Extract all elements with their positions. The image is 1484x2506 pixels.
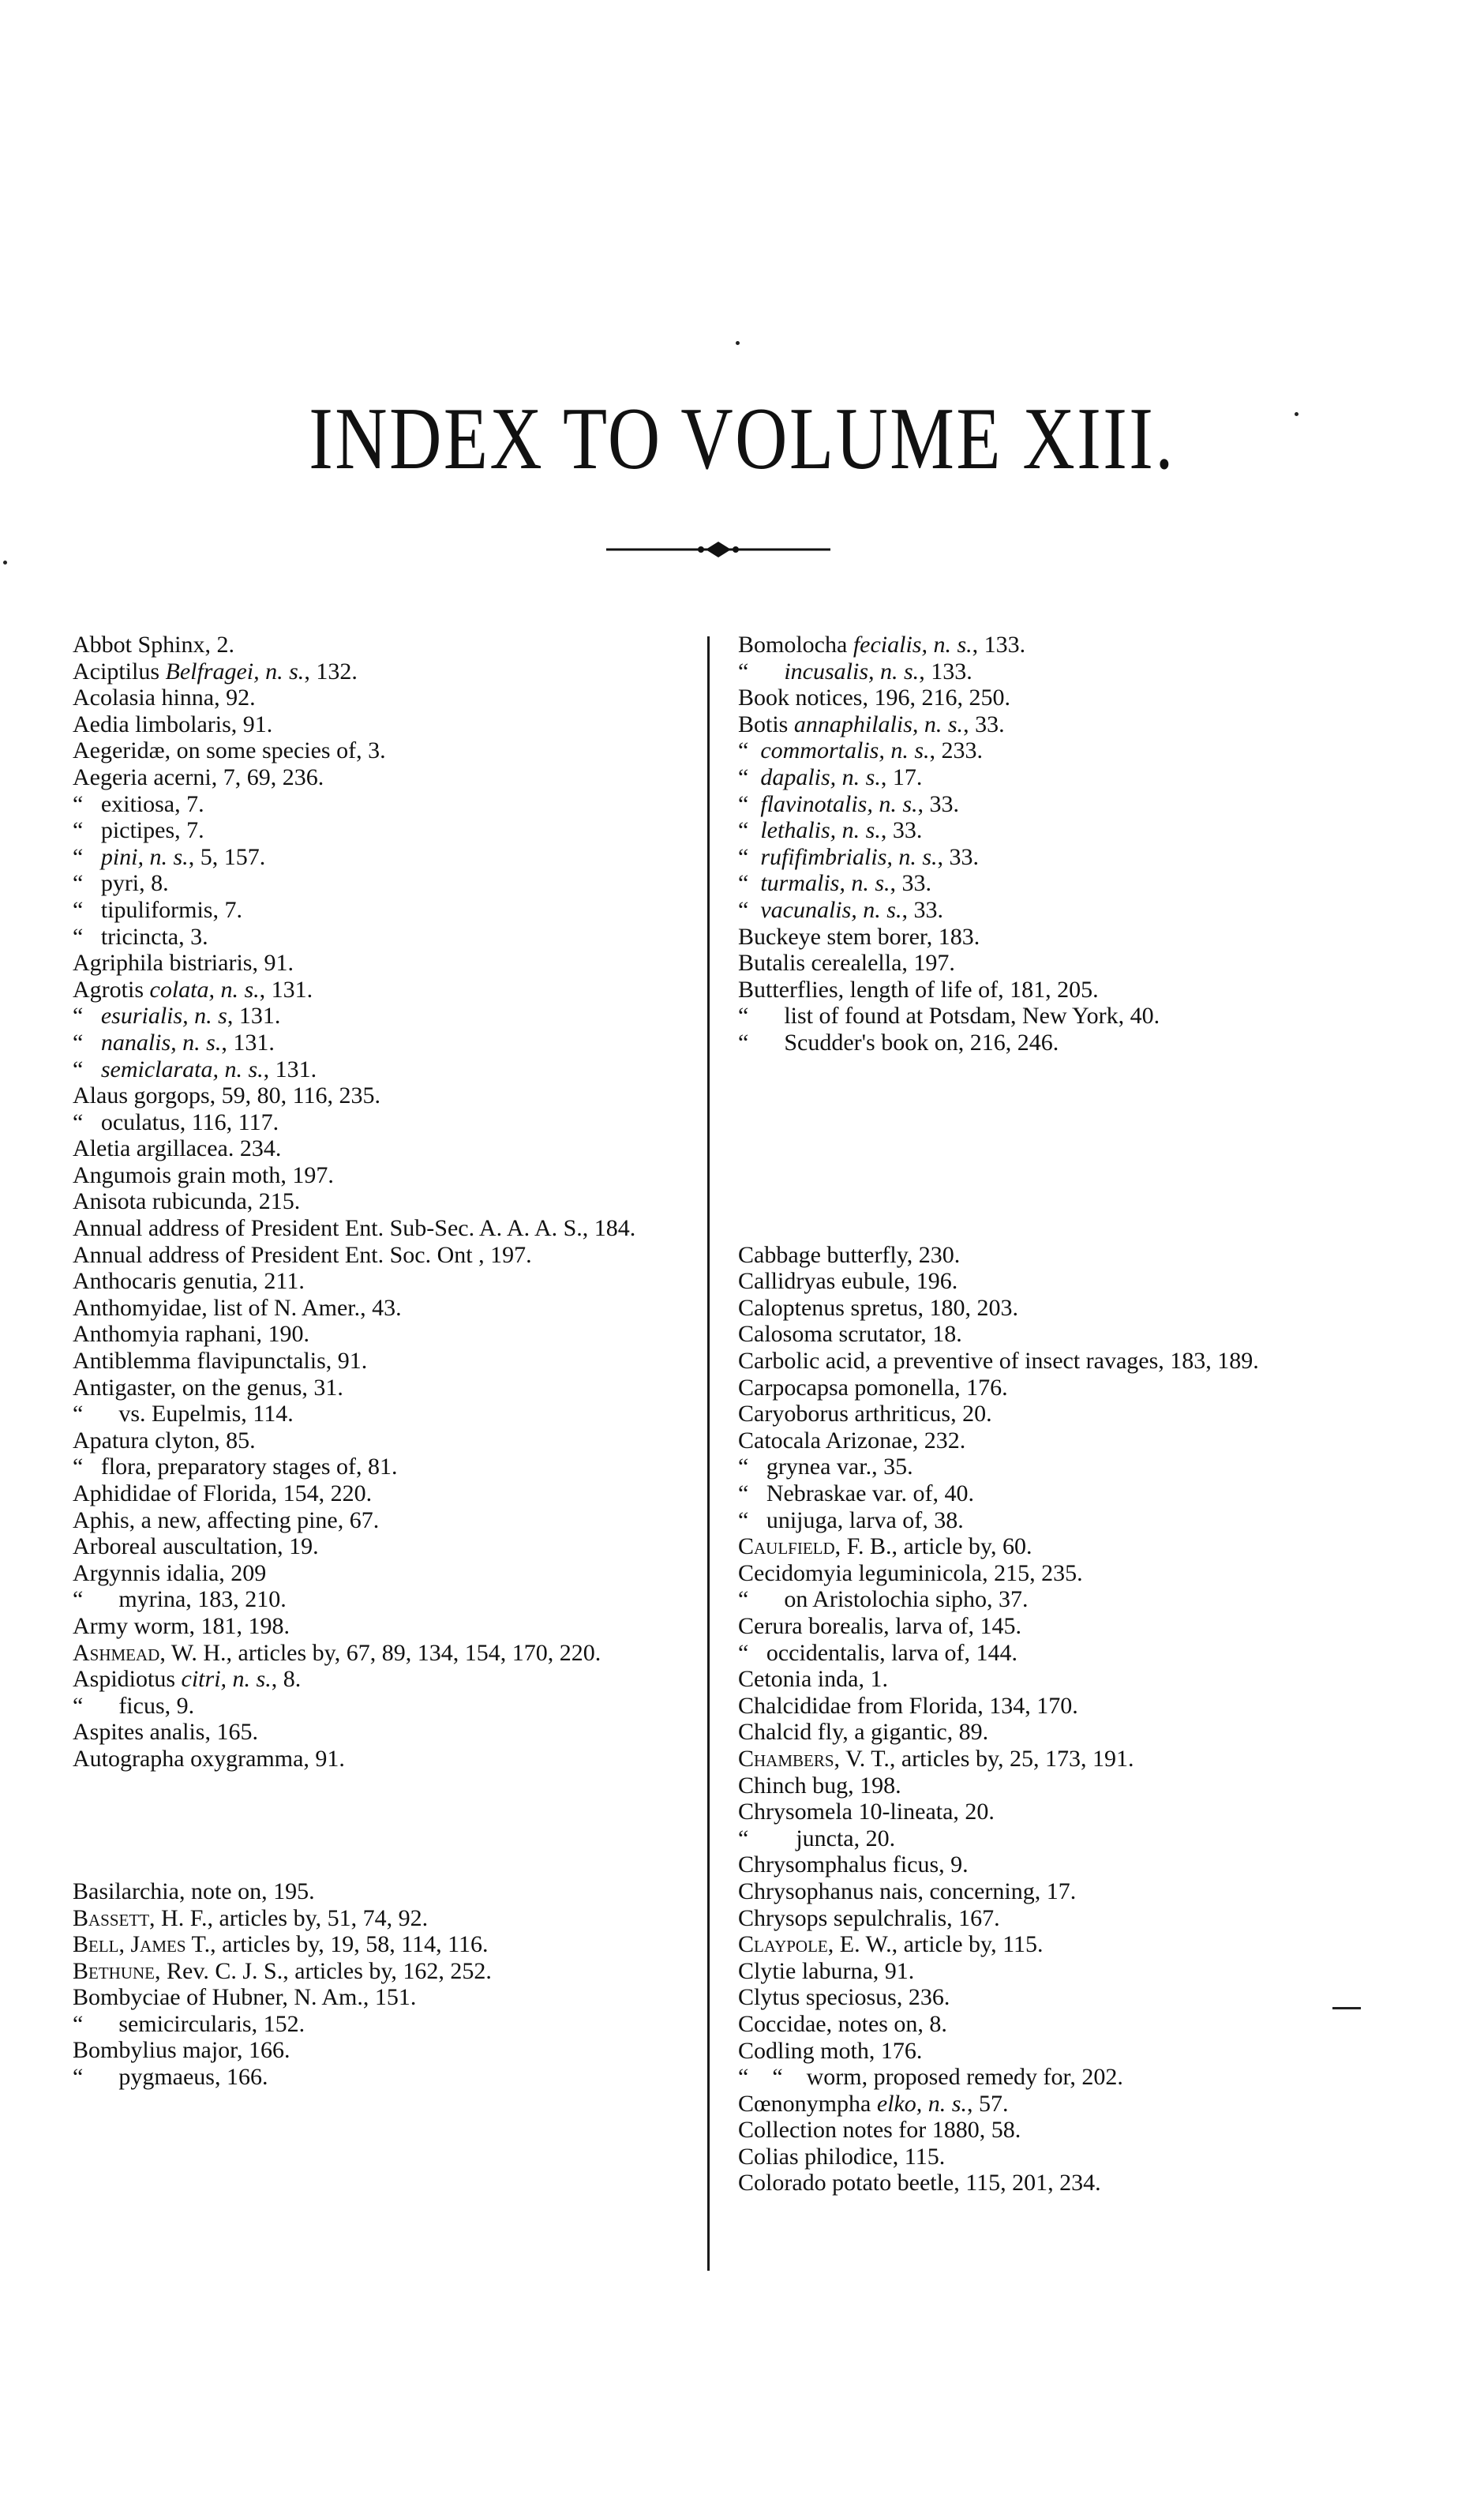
- index-entry-text: Anthomyidae, list of N. Amer., 43.: [73, 1294, 402, 1321]
- index-entry: [738, 1640, 1448, 1667]
- index-entry-text: Cœnonympha: [738, 2090, 877, 2117]
- index-entry: [73, 1242, 696, 1269]
- print-speck: [736, 341, 740, 345]
- index-entry-text: “ occidentalis, larva of, 144.: [738, 1639, 1018, 1666]
- index-entry-text: Buckeye stem borer, 183.: [738, 923, 980, 950]
- index-entry: [73, 791, 696, 818]
- index-entry: [73, 870, 696, 897]
- index-entry-text: , 5, 157.: [188, 843, 266, 870]
- index-entry: [738, 870, 1448, 897]
- index-entry-text: Collection notes for 1880, 58.: [738, 2117, 1021, 2144]
- index-entry: [73, 1188, 696, 1215]
- index-entry-text: Abbot Sphinx, 2.: [73, 632, 235, 658]
- index-entry: [73, 977, 696, 1004]
- index-entry-italic-text: turmalis, n. s.: [760, 870, 890, 897]
- index-entry: [738, 1533, 1448, 1560]
- index-entry-text: Chrysophanus nais, concerning, 17.: [738, 1878, 1077, 1904]
- index-entry-text: Annual address of President Ent. Sub-Sec. A. A. A. S., 184.: [73, 1215, 636, 1242]
- index-entry-text: Aspidiotus: [73, 1666, 182, 1693]
- index-entry-text: , 33.: [901, 896, 943, 923]
- index-entry: [738, 1666, 1448, 1693]
- index-entry-text: Aphididae of Florida, 154, 220.: [73, 1480, 373, 1506]
- index-entry: [73, 1030, 696, 1056]
- index-entry-text: “ juncta, 20.: [738, 1825, 896, 1851]
- index-entry-text: , 17.: [880, 763, 923, 790]
- index-entry-italic-text: esurialis, n. s: [100, 1003, 227, 1030]
- index-entry: [738, 711, 1448, 738]
- index-entry: [738, 1958, 1448, 1985]
- index-entry-text: , E. W., article by, 115.: [827, 1931, 1044, 1958]
- index-entry-author: Bassett: [73, 1904, 150, 1931]
- index-entry: [73, 658, 696, 685]
- index-entry: [73, 1162, 696, 1189]
- index-entry: [738, 2091, 1448, 2118]
- index-entry: [73, 1348, 696, 1375]
- index-entry: [73, 1931, 696, 1958]
- index-entry-text: Argynnis idalia, 209: [73, 1559, 267, 1586]
- index-entry: [73, 1401, 696, 1427]
- index-entry: [738, 1773, 1448, 1799]
- index-entry-text: Carpocapsa pomonella, 176.: [738, 1374, 1008, 1401]
- index-entry: [738, 977, 1448, 1004]
- index-entry: [738, 924, 1448, 951]
- index-entry: [73, 1295, 696, 1322]
- index-entry: [73, 1056, 696, 1083]
- index-entry-text: , 33.: [917, 790, 960, 817]
- index-entry: [73, 711, 696, 738]
- index-entry: [738, 1454, 1448, 1480]
- index-entry-text: , 131.: [227, 1003, 281, 1030]
- index-entry: [738, 1931, 1448, 1958]
- index-entry: [738, 2011, 1448, 2038]
- index-entry-text: “ flora, preparatory stages of, 81.: [73, 1454, 398, 1480]
- index-entry: [738, 737, 1448, 764]
- index-entry-text: Aciptilus: [73, 658, 166, 685]
- index-entry: [73, 1586, 696, 1613]
- index-entry-text: Chalcididae from Florida, 134, 170.: [738, 1692, 1078, 1719]
- index-entry-text: , Rev. C. J. S., articles by, 162, 252.: [155, 1957, 492, 1984]
- index-entry: [73, 844, 696, 871]
- index-entry-italic-text: incusalis, n. s.: [784, 658, 920, 685]
- index-entry: [738, 897, 1448, 924]
- index-entry: [738, 685, 1448, 711]
- index-entry-text: “: [738, 870, 761, 897]
- index-entry: [738, 1003, 1448, 1030]
- index-entry-text: Anthocaris genutia, 211.: [73, 1268, 305, 1295]
- index-entry-text: , 131.: [263, 1056, 317, 1082]
- index-entry: [738, 817, 1448, 844]
- index-entry-text: Antigaster, on the genus, 31.: [73, 1374, 343, 1401]
- index-entry: [73, 1215, 696, 1242]
- index-entry-text: Arboreal auscultation, 19.: [73, 1533, 319, 1560]
- index-column-right: [738, 632, 1448, 2197]
- index-entry: [73, 1375, 696, 1401]
- index-entry-text: Basilarchia, note on, 195.: [73, 1878, 315, 1904]
- index-entry: [73, 1958, 696, 1985]
- index-entry-italic-text: elko, n. s.: [876, 2090, 967, 2117]
- index-entry: [73, 2064, 696, 2091]
- index-entry-text: Chrysops sepulchralis, 167.: [738, 1904, 1000, 1931]
- index-entry-text: “ tricincta, 3.: [73, 923, 208, 950]
- index-entry: [738, 2064, 1448, 2091]
- index-entry: [73, 737, 696, 764]
- index-entry-text: , 133.: [919, 658, 972, 685]
- index-entry-text: Autographa oxygramma, 91.: [73, 1745, 345, 1772]
- index-entry-italic-text: colata, n. s.: [149, 976, 260, 1003]
- index-entry-text: “: [73, 1029, 101, 1056]
- index-entry: [738, 1321, 1448, 1348]
- index-entry: [738, 1242, 1448, 1269]
- index-entry: [73, 1560, 696, 1587]
- index-entry-text: “: [738, 896, 761, 923]
- index-entry: [73, 1082, 696, 1109]
- index-entry: [73, 1321, 696, 1348]
- index-gap: [73, 1773, 696, 1878]
- index-entry: [73, 1878, 696, 1905]
- index-entry-text: , 33.: [937, 843, 980, 870]
- index-entry: [738, 1746, 1448, 1773]
- index-entry: [73, 950, 696, 977]
- index-entry-italic-text: rufifimbrialis, n. s.: [760, 843, 938, 870]
- index-entry-text: Codling moth, 176.: [738, 2037, 923, 2064]
- index-entry: [738, 844, 1448, 871]
- index-entry-text: Cetonia inda, 1.: [738, 1666, 888, 1693]
- index-entry: [738, 1799, 1448, 1825]
- index-entry-text: “ exitiosa, 7.: [73, 790, 204, 817]
- index-entry-author: Caulfield: [738, 1533, 835, 1560]
- index-entry-text: Bombylius major, 166.: [73, 2037, 290, 2064]
- index-entry: [738, 1586, 1448, 1613]
- index-entry-italic-text: nanalis, n. s.: [100, 1029, 222, 1056]
- index-entry-text: Bomolocha: [738, 632, 853, 658]
- index-entry-text: “: [73, 843, 101, 870]
- index-entry-text: , H. F., articles by, 51, 74, 92.: [149, 1904, 429, 1931]
- index-entry-text: Anthomyia raphani, 190.: [73, 1321, 309, 1348]
- index-entry-italic-text: dapalis, n. s.: [760, 763, 881, 790]
- index-entry-text: “ tipuliformis, 7.: [73, 896, 242, 923]
- index-entry: [73, 1640, 696, 1667]
- index-entry-text: “ Nebraskae var. of, 40.: [738, 1480, 975, 1507]
- index-entry-text: “ pictipes, 7.: [73, 817, 204, 844]
- index-entry-text: Annual address of President Ent. Soc. Ont , 197.: [73, 1241, 532, 1268]
- index-entry: [738, 2144, 1448, 2170]
- index-entry-text: , 131.: [259, 976, 313, 1003]
- index-entry-text: Chrysomela 10-lineata, 20.: [738, 1799, 995, 1825]
- index-entry: [738, 1560, 1448, 1587]
- index-entry-text: Caloptenus spretus, 180, 203.: [738, 1294, 1018, 1321]
- index-entry-text: Alaus gorgops, 59, 80, 116, 235.: [73, 1082, 380, 1109]
- index-entry-text: , 233.: [929, 737, 984, 764]
- index-entry-text: “ “ worm, proposed remedy for, 202.: [738, 2064, 1123, 2091]
- index-entry-italic-text: semiclarata, n. s.: [100, 1056, 264, 1082]
- index-entry-text: “: [738, 790, 761, 817]
- index-entry-text: Butterflies, length of life of, 181, 205.: [738, 976, 1099, 1003]
- index-entry-text: , 33.: [963, 711, 1005, 737]
- index-entry-text: “: [738, 737, 761, 764]
- index-entry-text: “ semicircularis, 152.: [73, 2010, 305, 2037]
- index-entry-text: “ vs. Eupelmis, 114.: [73, 1401, 294, 1427]
- index-entry: [73, 1905, 696, 1932]
- index-entry-text: Aegeridæ, on some species of, 3.: [73, 737, 386, 764]
- index-entry: [73, 1984, 696, 2011]
- index-entry-text: “ oculatus, 116, 117.: [73, 1109, 279, 1135]
- index-entry-text: Cabbage butterfly, 230.: [738, 1241, 961, 1268]
- index-entry-text: Chrysomphalus ficus, 9.: [738, 1851, 969, 1878]
- index-entry: [73, 1480, 696, 1507]
- index-entry: [738, 1375, 1448, 1401]
- index-entry-text: “ Scudder's book on, 216, 246.: [738, 1029, 1059, 1056]
- index-entry: [73, 1666, 696, 1693]
- index-entry: [73, 1109, 696, 1136]
- print-speck: [1295, 412, 1298, 416]
- index-entry-text: , 33.: [880, 817, 923, 844]
- index-entry: [73, 1613, 696, 1640]
- index-entry-text: Callidryas eubule, 196.: [738, 1268, 958, 1295]
- index-entry: [73, 685, 696, 711]
- index-entry-italic-text: fecialis, n. s.: [853, 632, 972, 658]
- index-entry-text: “: [738, 843, 761, 870]
- index-entry-author: Bethune: [73, 1957, 155, 1984]
- index-entry: [738, 2117, 1448, 2144]
- index-entry-text: , 33.: [890, 870, 932, 897]
- index-entry: [73, 1003, 696, 1030]
- index-entry-text: Bombyciae of Hubner, N. Am., 151.: [73, 1984, 417, 2011]
- index-entry-text: Army worm, 181, 198.: [73, 1612, 290, 1639]
- index-entry: [73, 1719, 696, 1746]
- index-entry-author: Chambers: [738, 1745, 834, 1772]
- index-entry-text: Cerura borealis, larva of, 145.: [738, 1613, 1022, 1639]
- index-entry-italic-text: citri, n. s.: [181, 1666, 272, 1693]
- index-entry: [738, 632, 1448, 658]
- index-entry: [73, 2037, 696, 2064]
- index-entry-text: Aegeria acerni, 7, 69, 236.: [73, 763, 324, 790]
- index-entry: [738, 1851, 1448, 1878]
- index-entry: [738, 1401, 1448, 1427]
- index-entry: [73, 1693, 696, 1720]
- index-entry-italic-text: annaphilalis, n. s.: [793, 711, 964, 737]
- index-entry-text: Apatura clyton, 85.: [73, 1427, 256, 1454]
- index-entry-text: “ list of found at Potsdam, New York, 40.: [738, 1003, 1160, 1030]
- index-entry: [738, 1507, 1448, 1534]
- index-entry-text: “: [73, 1056, 101, 1082]
- index-entry-text: Butalis cerealella, 197.: [738, 950, 955, 977]
- index-entry: [738, 1693, 1448, 1720]
- index-entry-text: “ grynea var., 35.: [738, 1454, 913, 1480]
- print-speck: [3, 561, 7, 565]
- index-entry-text: “ ficus, 9.: [73, 1692, 195, 1719]
- index-entry: [738, 1427, 1448, 1454]
- index-entry-text: Agriphila bistriaris, 91.: [73, 950, 294, 977]
- index-entry-text: , 131.: [221, 1029, 275, 1056]
- index-entry-text: Colias philodice, 115.: [738, 2143, 946, 2170]
- index-entry-text: “ pygmaeus, 166.: [73, 2064, 268, 2091]
- index-entry: [738, 658, 1448, 685]
- index-entry-text: “ myrina, 183, 210.: [73, 1586, 287, 1613]
- index-entry: [73, 1427, 696, 1454]
- index-entry: [738, 1878, 1448, 1905]
- index-entry: [738, 1480, 1448, 1507]
- index-entry-text: “: [738, 817, 761, 844]
- index-entry-text: Calosoma scrutator, 18.: [738, 1321, 962, 1348]
- index-entry: [738, 1719, 1448, 1746]
- index-entry: [73, 632, 696, 658]
- index-entry-text: , 57.: [966, 2090, 1009, 2117]
- index-entry-text: Clytie laburna, 91.: [738, 1957, 915, 1984]
- index-entry: [738, 1825, 1448, 1852]
- page-title: INDEX TO VOLUME XIII.: [309, 390, 1175, 488]
- index-entry: [738, 791, 1448, 818]
- index-entry: [73, 1268, 696, 1295]
- column-divider: [707, 636, 710, 2271]
- index-entry-text: Book notices, 196, 216, 250.: [738, 685, 1010, 711]
- index-entry: [73, 2011, 696, 2038]
- index-entry-text: , V. T., articles by, 25, 173, 191.: [834, 1745, 1134, 1772]
- print-mark: [1332, 2007, 1361, 2009]
- index-entry-italic-text: vacunalis, n. s.: [760, 896, 902, 923]
- index-entry: [73, 1746, 696, 1773]
- index-entry-text: Catocala Arizonae, 232.: [738, 1427, 966, 1454]
- index-entry-text: Anisota rubicunda, 215.: [73, 1188, 301, 1215]
- index-entry-text: Aphis, a new, affecting pine, 67.: [73, 1506, 380, 1533]
- index-entry-text: Cecidomyia leguminicola, 215, 235.: [738, 1559, 1083, 1586]
- index-entry: [73, 924, 696, 951]
- index-entry-text: Aspites analis, 165.: [73, 1719, 258, 1746]
- index-entry-text: , W. H., articles by, 67, 89, 134, 154, 170, 220.: [159, 1639, 601, 1666]
- index-entry-text: Colorado potato beetle, 115, 201, 234.: [738, 2170, 1101, 2197]
- index-entry: [738, 1905, 1448, 1932]
- index-entry-text: , 8.: [271, 1666, 302, 1693]
- index-entry-text: “: [73, 1003, 101, 1030]
- index-entry: [738, 1348, 1448, 1375]
- index-entry: [738, 1268, 1448, 1295]
- index-entry: [738, 1613, 1448, 1640]
- index-entry-text: Aedia limbolaris, 91.: [73, 711, 273, 737]
- index-entry-text: “: [738, 658, 785, 685]
- index-entry-text: “ on Aristolochia sipho, 37.: [738, 1586, 1029, 1613]
- index-entry-italic-text: pini, n. s.: [100, 843, 189, 870]
- index-entry-text: Botis: [738, 711, 794, 737]
- index-entry-text: Acolasia hinna, 92.: [73, 685, 256, 711]
- index-entry-italic-text: commortalis, n. s.: [760, 737, 930, 764]
- index-entry-text: Clytus speciosus, 236.: [738, 1984, 950, 2011]
- index-gap: [738, 1056, 1448, 1242]
- index-entry-text: “: [738, 763, 761, 790]
- index-entry-text: Angumois grain moth, 197.: [73, 1161, 334, 1188]
- index-entry: [73, 897, 696, 924]
- index-entry-text: Carbolic acid, a preventive of insect ravages, 183, 189.: [738, 1348, 1259, 1375]
- index-entry-author: Claypole: [738, 1931, 828, 1958]
- index-entry-text: “ unijuga, larva of, 38.: [738, 1506, 964, 1533]
- index-entry-text: “ pyri, 8.: [73, 870, 169, 897]
- index-entry: [738, 2170, 1448, 2197]
- index-entry-text: , F. B., article by, 60.: [834, 1533, 1032, 1560]
- index-entry-text: , 133.: [972, 632, 1026, 658]
- index-entry: [738, 2038, 1448, 2065]
- index-entry-text: Chinch bug, 198.: [738, 1772, 901, 1799]
- index-entry: [73, 817, 696, 844]
- index-entry-text: Coccidae, notes on, 8.: [738, 2010, 947, 2037]
- index-entry-author: Ashmead: [73, 1639, 160, 1666]
- index-entry-text: T., articles by, 19, 58, 114, 116.: [186, 1931, 489, 1958]
- index-entry: [73, 1454, 696, 1480]
- index-entry: [73, 764, 696, 791]
- index-entry-text: Aletia argillacea. 234.: [73, 1135, 282, 1162]
- index-entry: [73, 1533, 696, 1560]
- index-entry-text: Chalcid fly, a gigantic, 89.: [738, 1719, 989, 1746]
- index-entry-italic-text: lethalis, n. s.: [760, 817, 881, 844]
- index-entry-text: Agrotis: [73, 976, 150, 1003]
- index-entry: [73, 1507, 696, 1534]
- index-entry: [738, 950, 1448, 977]
- index-entry: [738, 1030, 1448, 1056]
- index-entry: [73, 1135, 696, 1162]
- index-entry-text: , 132.: [304, 658, 358, 685]
- index-entry: [738, 764, 1448, 791]
- index-entry-text: Antiblemma flavipunctalis, 91.: [73, 1348, 368, 1375]
- index-entry: [738, 1295, 1448, 1322]
- index-entry-italic-text: flavinotalis, n. s.: [760, 790, 918, 817]
- index-entry-author: Bell, James: [73, 1931, 186, 1958]
- index-entry-text: Caryoborus arthriticus, 20.: [738, 1401, 992, 1427]
- title-ornament: [600, 540, 837, 559]
- index-entry-italic-text: Belfragei, n. s.: [165, 658, 305, 685]
- index-column-left: [73, 632, 696, 2091]
